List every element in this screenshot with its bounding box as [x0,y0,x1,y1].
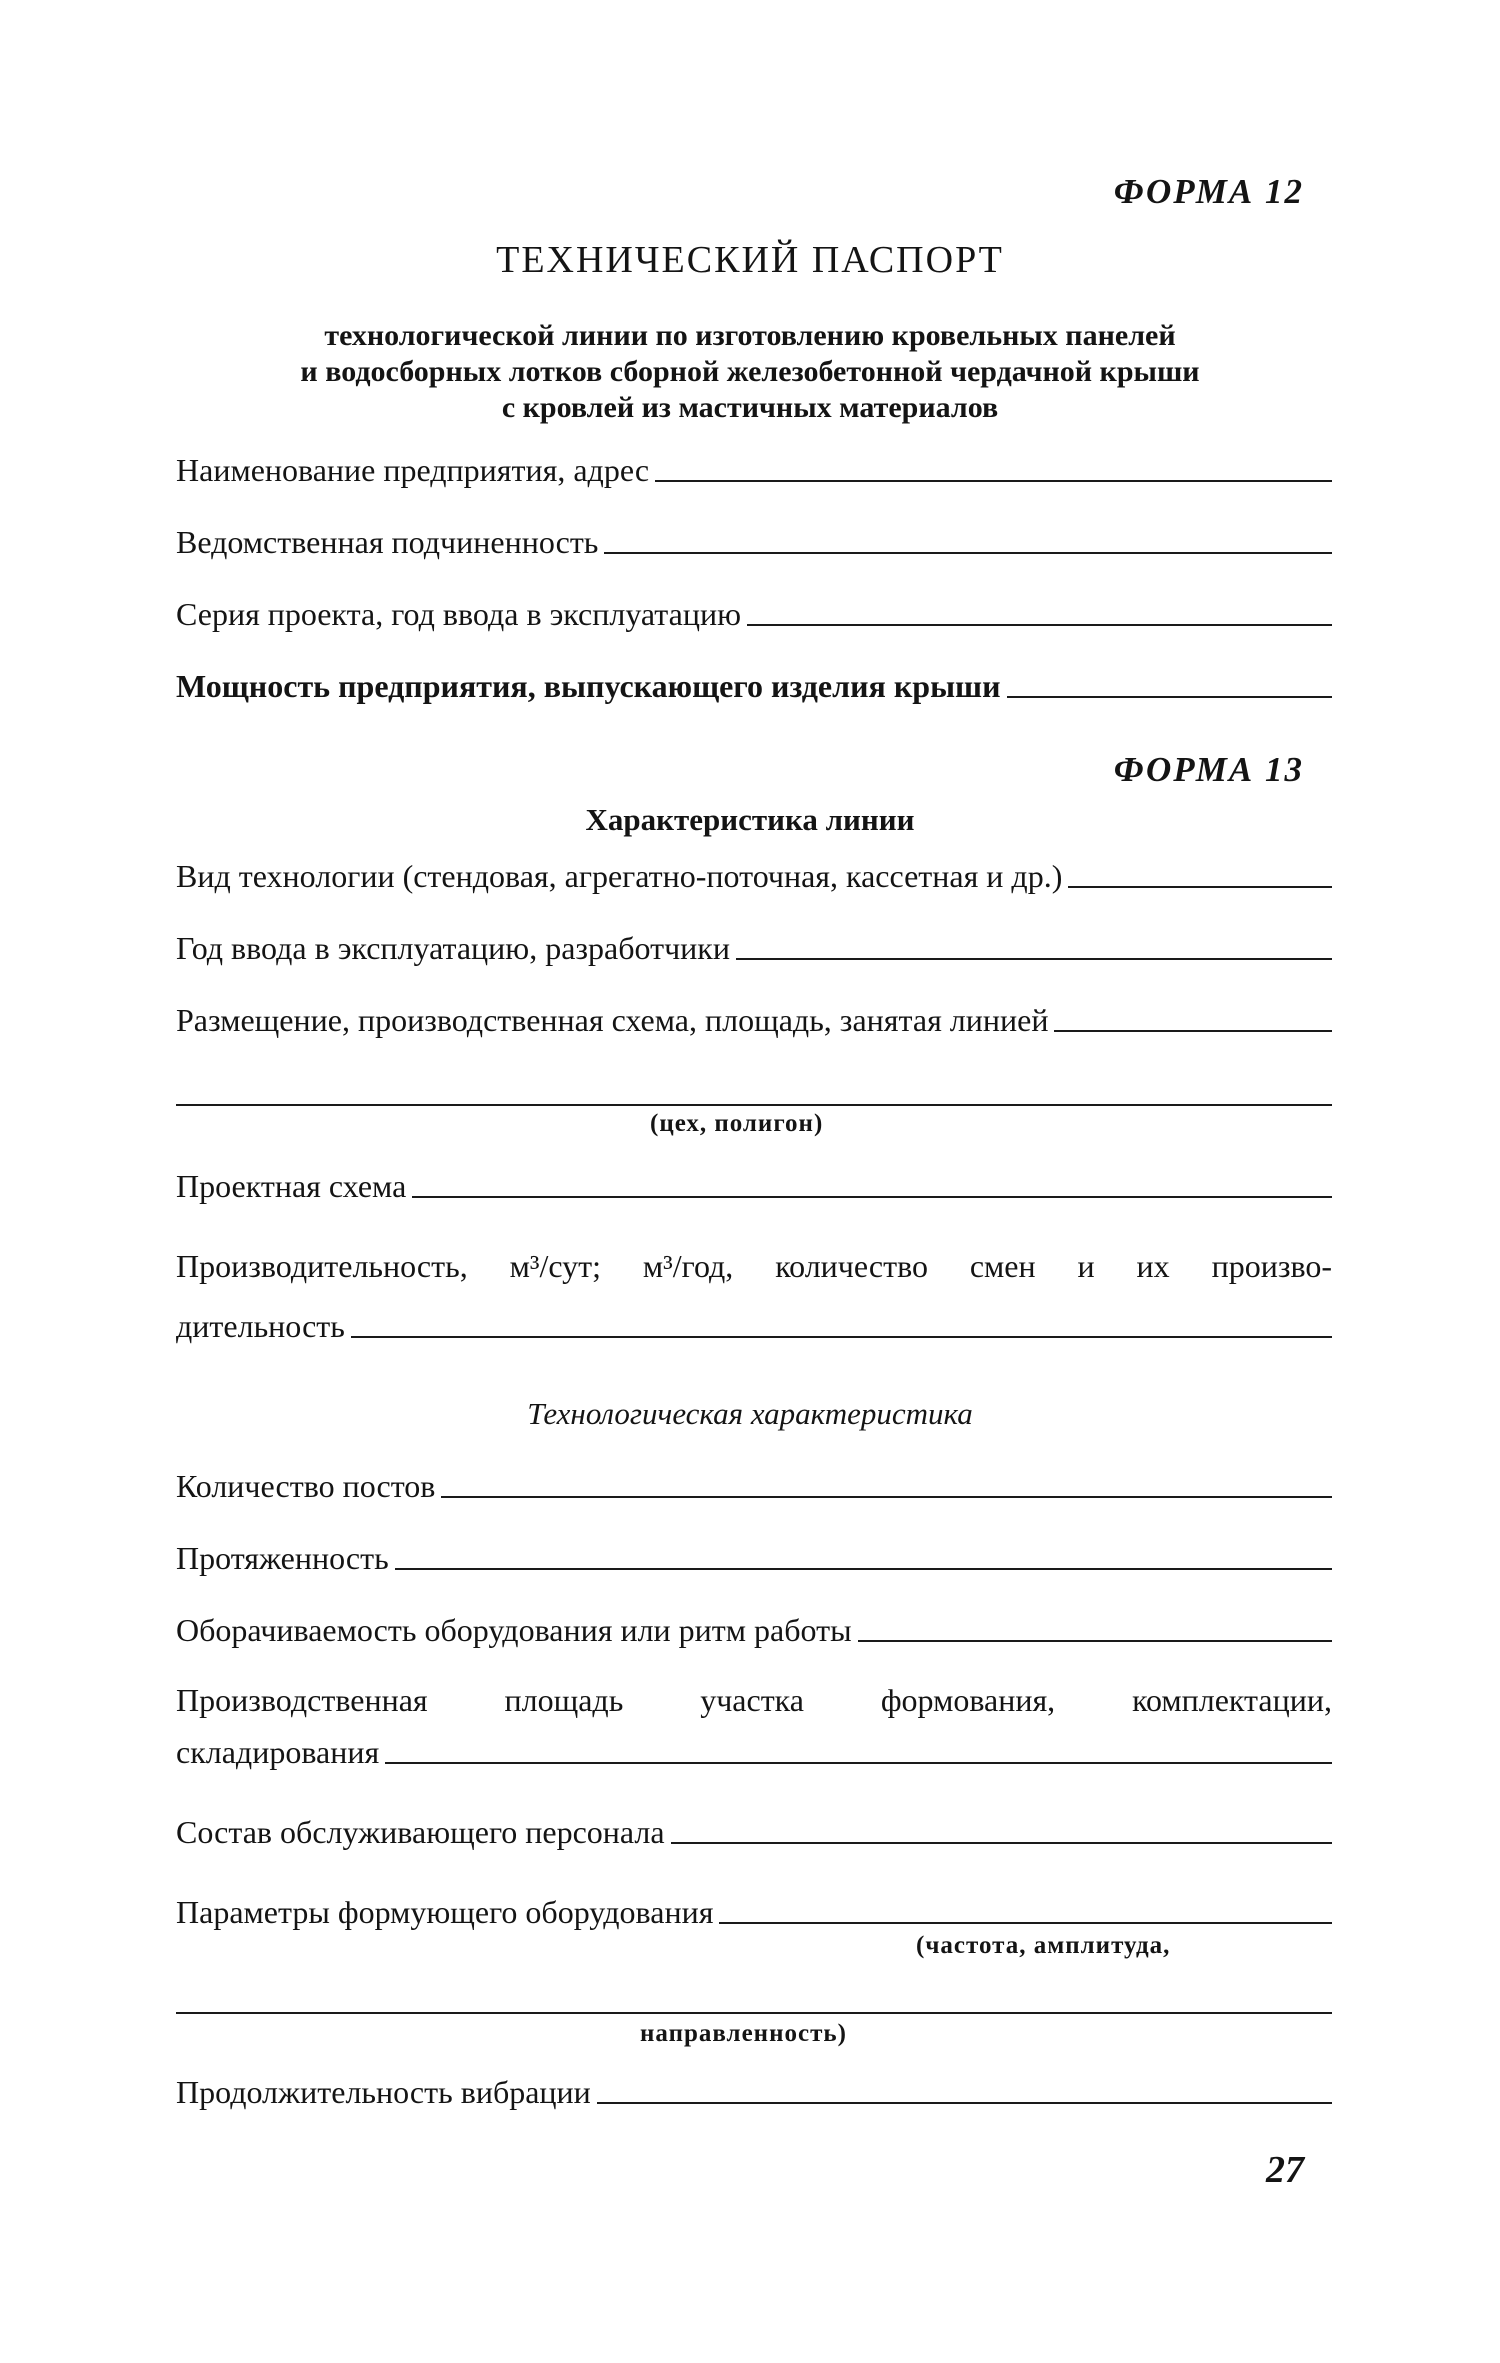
production-area-text: Производственная площадь участка формования, комплектации, [176,1682,1332,1718]
field-productivity [176,1306,1332,1346]
field-label: Наименование предприятия, адрес [176,452,650,488]
form-12-label: ФОРМА 12 [1113,172,1304,211]
productivity-text: Производительность, м³/сут; м³/год, количество смен и их произво- [176,1248,1332,1284]
fill-line[interactable] [351,1336,1332,1338]
caption-workshop: (цех, полигон) [650,1110,824,1137]
subtitle-line: технологической линии по изготовлению кровельных панелей [324,319,1176,352]
field-label: Год ввода в эксплуатацию, разработчики [176,930,730,966]
section-title-line-characteristics: Характеристика линии [585,802,915,837]
form-13-label: ФОРМА 13 [1113,750,1304,789]
field-label: Размещение, производственная схема, площадь, занятая линией [176,1002,1049,1038]
fill-line[interactable] [719,1922,1332,1924]
field-turnover [176,1610,1332,1650]
fill-line[interactable] [395,1568,1332,1570]
fill-line[interactable] [597,2102,1332,2104]
fill-line-forming[interactable] [176,2012,1332,2014]
subtitle-line: с кровлей из мастичных материалов [501,391,999,424]
field-staff [176,1812,1332,1852]
field-enterprise-name [176,450,1332,490]
fill-line[interactable] [604,552,1332,554]
fill-line[interactable] [412,1196,1332,1198]
field-vibration-duration [176,2072,1332,2112]
field-production-area [176,1732,1332,1772]
field-length [176,1538,1332,1578]
fill-line[interactable] [747,624,1332,626]
document-subtitle [150,318,1350,426]
caption-frequency: (частота, амплитуда, [916,1932,1171,1959]
field-commissioning-year [176,928,1332,968]
field-subordination [176,522,1332,562]
section-title-tech-characteristics: Технологическая характеристика [527,1396,973,1431]
fill-line[interactable] [1068,886,1332,888]
field-label: дительность [176,1308,345,1344]
field-label: Мощность предприятия, выпускающего изделия крыши [176,668,1001,704]
fill-line[interactable] [736,958,1332,960]
document-title: ТЕХНИЧЕСКИЙ ПАСПОРТ [496,239,1004,281]
page-number: 27 [1266,2149,1304,2191]
fill-line[interactable] [858,1640,1332,1642]
fill-line[interactable] [1007,696,1333,698]
field-project-scheme [176,1166,1332,1206]
field-technology-type [176,856,1332,896]
field-label: Состав обслуживающего персонала [176,1814,665,1850]
field-label: Оборачиваемость оборудования или ритм работы [176,1612,852,1648]
field-placement [176,1000,1332,1040]
field-label: Параметры формующего оборудования [176,1894,714,1930]
fill-line[interactable] [385,1762,1332,1764]
fill-line-placement[interactable] [176,1104,1332,1106]
field-label: Ведомственная подчиненность [176,524,599,560]
field-label: Продолжительность вибрации [176,2074,591,2110]
subtitle-line: и водосборных лотков сборной железобетонной чердачной крыши [300,355,1200,388]
fill-line[interactable] [655,480,1332,482]
field-label: Количество постов [176,1468,436,1504]
field-project-series [176,594,1332,634]
fill-line[interactable] [1054,1030,1332,1032]
field-posts-count [176,1466,1332,1506]
field-capacity [176,666,1332,706]
caption-direction: направленность) [640,2020,847,2047]
field-label: Вид технологии (стендовая, агрегатно-поточная, кассетная и др.) [176,858,1063,894]
field-label: складирования [176,1734,380,1770]
field-label: Серия проекта, год ввода в эксплуатацию [176,596,742,632]
field-label: Протяженность [176,1540,389,1576]
fill-line[interactable] [441,1496,1332,1498]
field-label: Проектная схема [176,1168,407,1204]
fill-line[interactable] [671,1842,1332,1844]
field-forming-parameters [176,1892,1332,1932]
